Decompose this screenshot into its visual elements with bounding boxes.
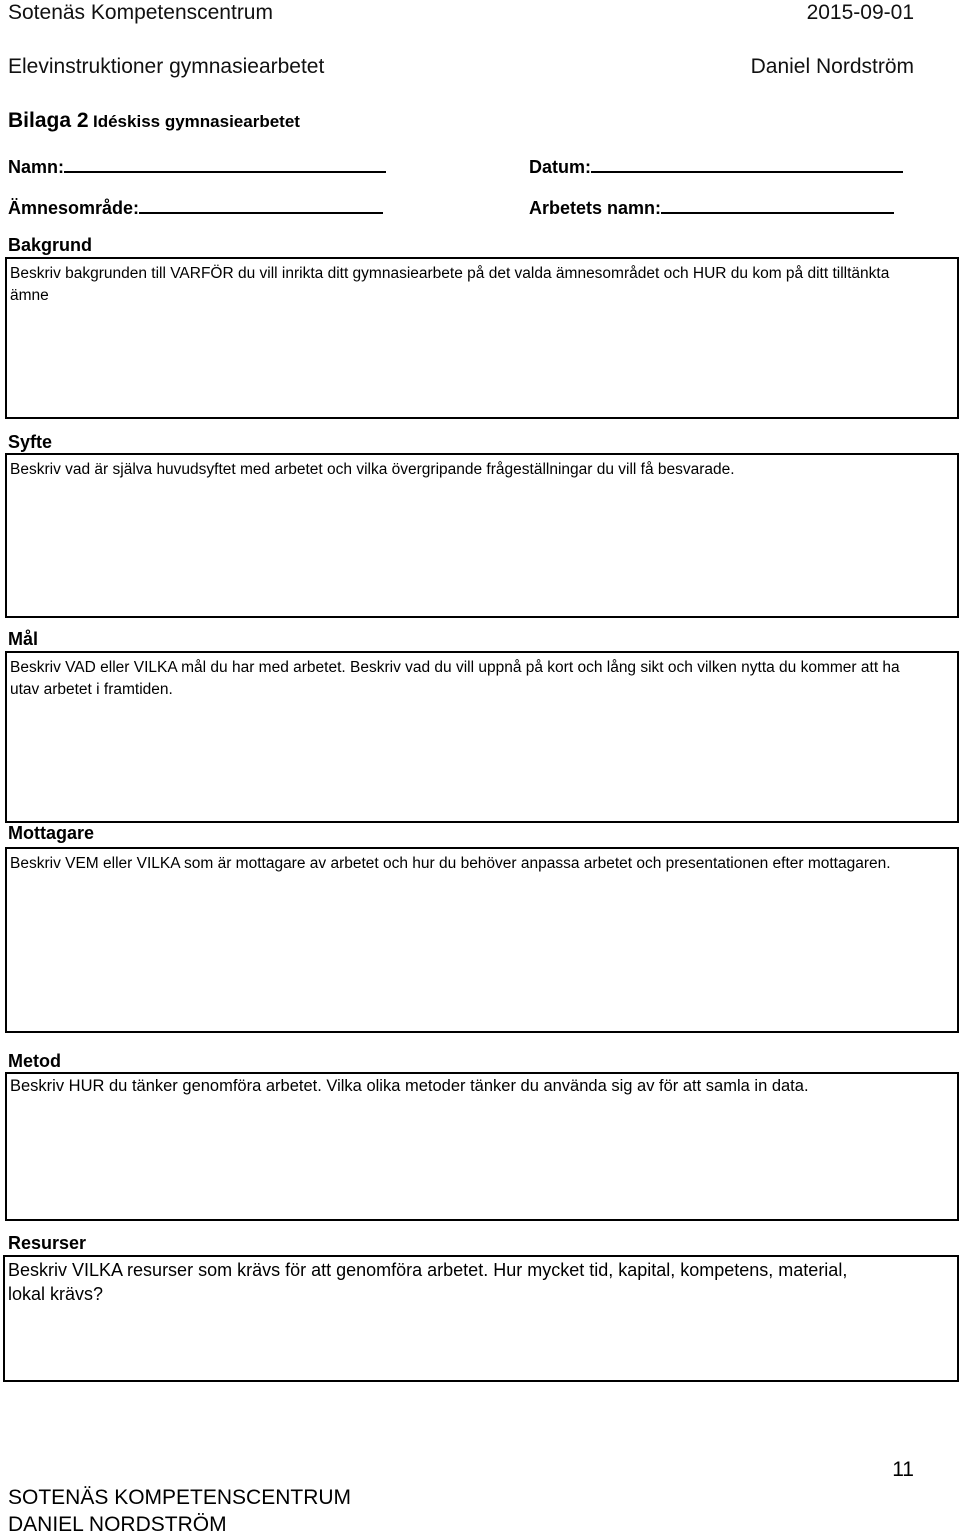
work-name-field[interactable] — [529, 196, 894, 219]
section-box-mal[interactable] — [5, 651, 959, 823]
header-date: 2015-09-01 — [806, 1, 914, 24]
section-box-mottagare[interactable] — [5, 847, 959, 1033]
subject-field[interactable] — [8, 196, 383, 219]
section-heading-bakgrund: Bakgrund — [8, 235, 93, 255]
header-author: Daniel Nordström — [750, 55, 914, 78]
page-number: 11 — [892, 1458, 914, 1481]
header-doc-title: Elevinstruktioner gymnasiearbetet — [8, 55, 325, 78]
section-text-bakgrund: Beskriv bakgrunden till VARFÖR du vill inrikta ditt gymnasiearbete på det valda ämnesområdet och HUR du kom på ditt tilltänkta ämne — [10, 265, 890, 304]
section-heading-mottagare: Mottagare — [8, 823, 95, 843]
date-label: Datum: — [529, 157, 591, 177]
footer-org: SOTENÄS KOMPETENSCENTRUM — [8, 1486, 352, 1509]
section-box-bakgrund[interactable] — [5, 257, 959, 419]
footer-author: DANIEL NORDSTRÖM — [8, 1513, 227, 1536]
title-prefix: Bilaga 2 — [8, 109, 89, 132]
subject-blank[interactable] — [139, 196, 383, 214]
name-field[interactable] — [8, 155, 386, 178]
name-label: Namn: — [8, 157, 65, 177]
section-text-mottagare: Beskriv VEM eller VILKA som är mottagare av arbetet och hur du behöver anpassa arbetet och presentationen efter mottagaren. — [10, 855, 891, 872]
section-text-metod: Beskriv HUR du tänker genomföra arbetet. Vilka olika metoder tänker du använda sig av för att samla in data. — [10, 1077, 809, 1095]
section-heading-metod: Metod — [8, 1051, 61, 1071]
section-heading-mal: Mål — [8, 629, 39, 649]
section-text-syfte: Beskriv vad är själva huvudsyftet med arbetet och vilka övergripande frågeställningar du vill få besvarade. — [10, 461, 735, 478]
title-name: Idéskiss gymnasiearbetet — [93, 112, 300, 131]
page-title — [8, 109, 300, 133]
section-box-resurser[interactable] — [3, 1255, 959, 1382]
subject-label: Ämnesområde: — [8, 198, 140, 218]
name-blank[interactable] — [64, 155, 386, 173]
section-heading-resurser: Resurser — [8, 1233, 87, 1253]
date-blank[interactable] — [591, 155, 903, 173]
section-box-syfte[interactable] — [5, 453, 959, 618]
date-field[interactable] — [529, 155, 903, 178]
header-org: Sotenäs Kompetenscentrum — [8, 1, 273, 24]
section-box-metod[interactable] — [5, 1072, 959, 1221]
section-heading-syfte: Syfte — [8, 432, 53, 452]
work-name-label: Arbetets namn: — [529, 198, 662, 218]
work-name-blank[interactable] — [661, 196, 894, 214]
section-text-resurser: Beskriv VILKA resurser som krävs för att genomföra arbetet. Hur mycket tid, kapital, kompetens, material, lokal krävs? — [8, 1260, 848, 1304]
section-text-mal: Beskriv VAD eller VILKA mål du har med arbetet. Beskriv vad du vill uppnå på kort och lång sikt och vilken nytta du kommer att ha utav arbetet i framtiden. — [10, 659, 900, 698]
